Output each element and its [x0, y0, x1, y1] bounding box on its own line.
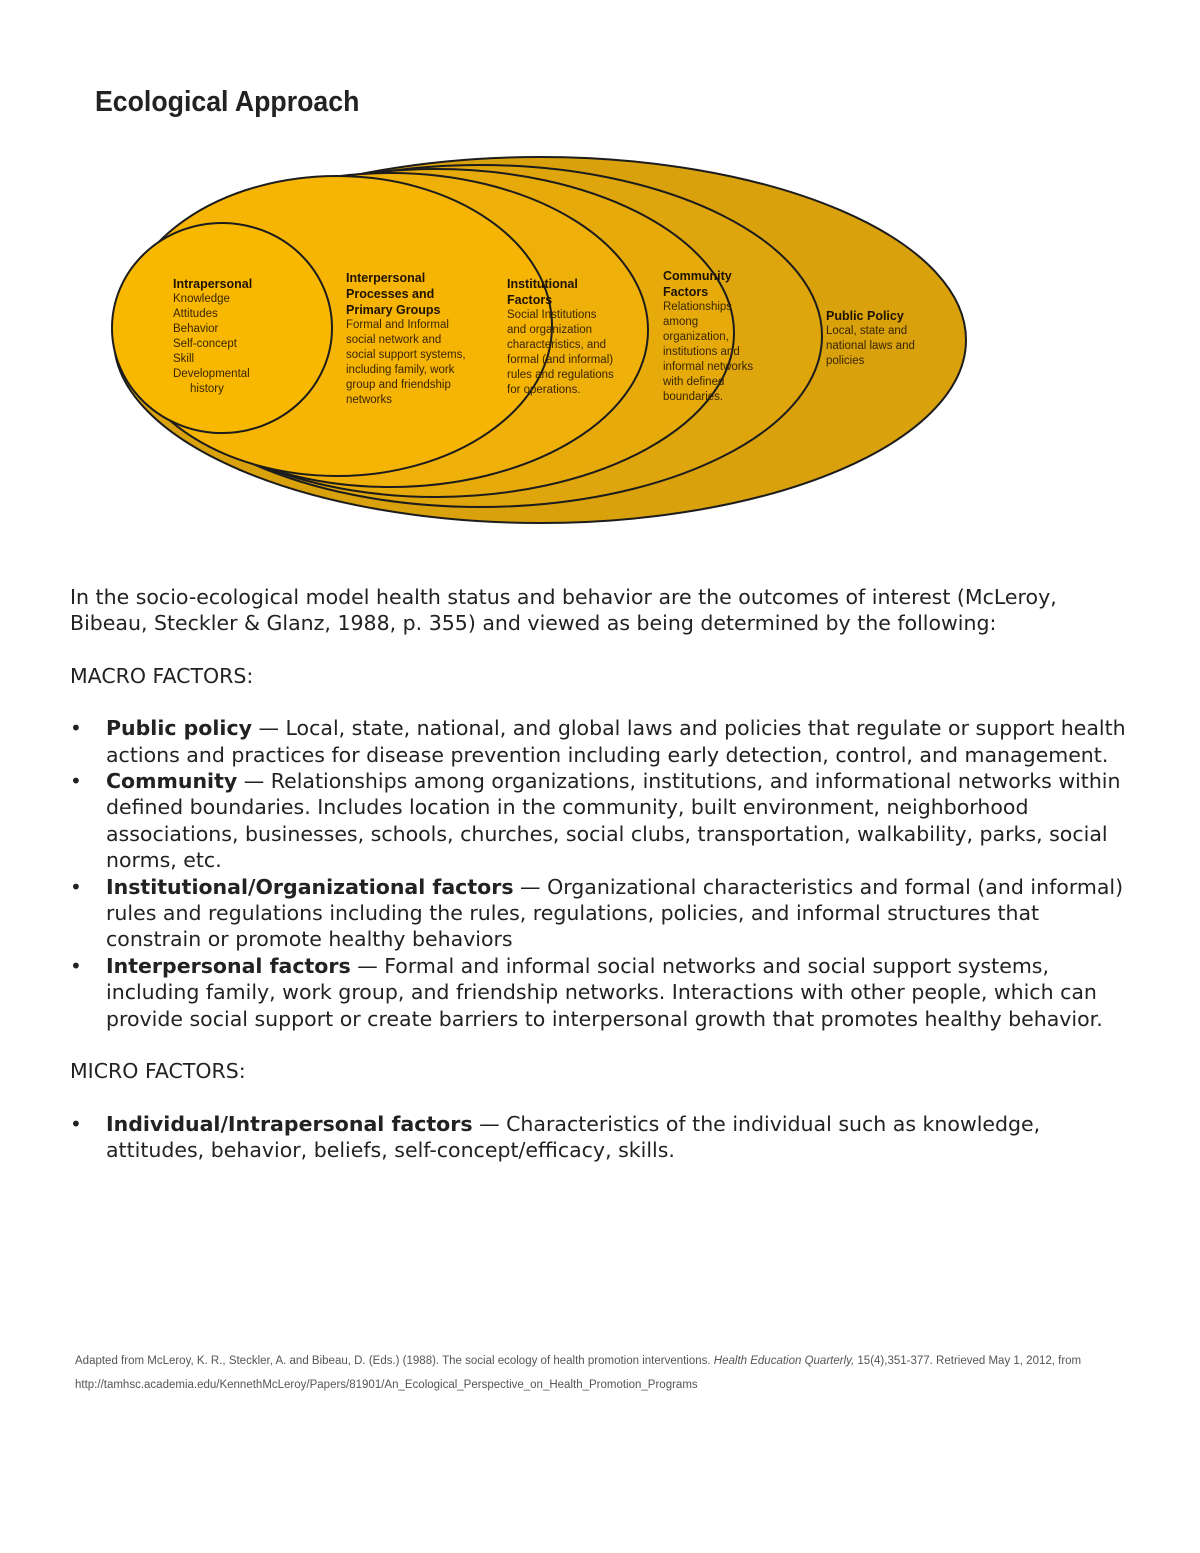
citation-text: Adapted from McLeroy, K. R., Steckler, A. and Bibeau, D. (Eds.) (1988). The social ecology of health promotion interventions.	[75, 1355, 714, 1367]
label-line: rules and regulations	[507, 369, 614, 381]
label-line: Local, state and	[826, 325, 908, 337]
label-line: including family, work	[346, 364, 455, 376]
intro-paragraph: In the socio-ecological model health status and behavior are the outcomes of interest (McLeroy, Bibeau, Steckler & Glanz, 1988, p. 355) and viewed as being determined by the following:	[70, 585, 1057, 636]
micro-factors-list	[70, 1111, 1140, 1164]
label-interpersonal-heading: Interpersonal	[346, 271, 426, 285]
ecological-diagram	[100, 150, 980, 530]
factor-description: — Organizational characteristics and formal (and informal) rules and regulations including the rules, regulations, policies, and informal structures that constrain or promote healthy behaviors	[106, 874, 1124, 952]
citation-text: 15(4),351-377. Retrieved May 1, 2012, from	[854, 1355, 1082, 1367]
label-line: social network and	[346, 334, 442, 346]
label-line: policies	[826, 355, 865, 367]
label-institutional	[507, 276, 614, 398]
label-line: boundaries.	[663, 391, 724, 403]
factor-term: Community	[106, 769, 238, 794]
macro-factors-heading: MACRO FACTORS:	[70, 663, 254, 688]
list-item	[70, 768, 1140, 874]
list-item	[70, 874, 1140, 953]
label-line: Social Institutions	[507, 309, 597, 321]
label-line: organization,	[663, 331, 729, 343]
label-interpersonal-heading: Primary Groups	[346, 303, 441, 317]
factor-term: Public policy	[106, 716, 252, 741]
label-line: among	[663, 316, 699, 328]
macro-factors-list	[70, 715, 1140, 1032]
micro-factors-heading: MICRO FACTORS:	[70, 1059, 246, 1084]
label-line: formal (and informal)	[507, 354, 614, 366]
label-public-policy	[826, 308, 915, 369]
label-line: with defined	[663, 376, 725, 388]
label-intrapersonal	[173, 276, 252, 397]
label-community-heading: Factors	[663, 285, 709, 299]
factor-description: — Characteristics of the individual such as knowledge, attitudes, behavior, beliefs, self-concept/efficacy, skills.	[106, 1111, 1041, 1162]
body-text	[70, 584, 1140, 1163]
label-community-heading: Community	[663, 269, 732, 283]
factor-term: Individual/Intrapersonal factors	[106, 1111, 473, 1136]
factor-term: Institutional/Organizational factors	[106, 874, 514, 899]
label-line: Relationships	[663, 301, 733, 313]
factor-description: — Relationships among organizations, institutions, and informational networks within defined boundaries. Includes location in the community, built environment, neighborhood associations, businesses, schools, churches, social clubs, transportation, walkability, parks, social norms, etc.	[106, 769, 1121, 873]
citation-footnote	[75, 1349, 1175, 1397]
label-line: national laws and	[826, 340, 915, 352]
label-line: group and friendship	[346, 379, 451, 391]
label-line: Skill	[173, 353, 195, 365]
label-interpersonal-heading: Processes and	[346, 287, 435, 301]
label-line: informal networks	[663, 361, 754, 373]
label-line: characteristics, and	[507, 339, 607, 351]
label-line: institutions and	[663, 346, 740, 358]
label-institutional-heading: Factors	[507, 293, 553, 307]
citation-url[interactable]: http://tamhsc.academia.edu/KennethMcLeroy/Papers/81901/An_Ecological_Perspective_on_Health_Promotion_Programs	[75, 1379, 698, 1391]
label-line: history	[190, 383, 224, 395]
label-line: Self-concept	[173, 338, 237, 350]
factor-description: — Formal and informal social networks and social support systems, including family, work group, and friendship networks. Interactions with other people, which can provide social support or create barriers to interpersonal growth that promotes healthy behavior.	[106, 953, 1103, 1031]
citation-journal: Health Education Quarterly,	[713, 1355, 855, 1367]
list-item	[70, 715, 1140, 768]
factor-description: — Local, state, national, and global laws and policies that regulate or support health actions and practices for disease prevention including early detection, control, and management.	[106, 716, 1126, 767]
label-line: and organization	[507, 324, 593, 336]
citation-line	[75, 1349, 1175, 1373]
label-line: for operations.	[507, 384, 581, 396]
label-line: Formal and Informal	[346, 319, 449, 331]
list-item	[70, 1111, 1140, 1164]
label-line: Developmental	[173, 368, 250, 380]
label-public-policy-heading: Public Policy	[826, 309, 904, 323]
diagram-title: Ecological Approach	[95, 86, 360, 118]
label-line: Attitudes	[173, 308, 218, 320]
list-item	[70, 953, 1140, 1032]
factor-term: Interpersonal factors	[106, 953, 351, 978]
label-intrapersonal-heading: Intrapersonal	[173, 277, 253, 291]
label-line: social support systems,	[346, 349, 466, 361]
label-interpersonal	[346, 270, 466, 408]
label-line: Knowledge	[173, 293, 230, 305]
label-institutional-heading: Institutional	[507, 277, 578, 291]
label-line: networks	[346, 394, 393, 406]
label-line: Behavior	[173, 323, 219, 335]
label-community	[663, 268, 753, 405]
